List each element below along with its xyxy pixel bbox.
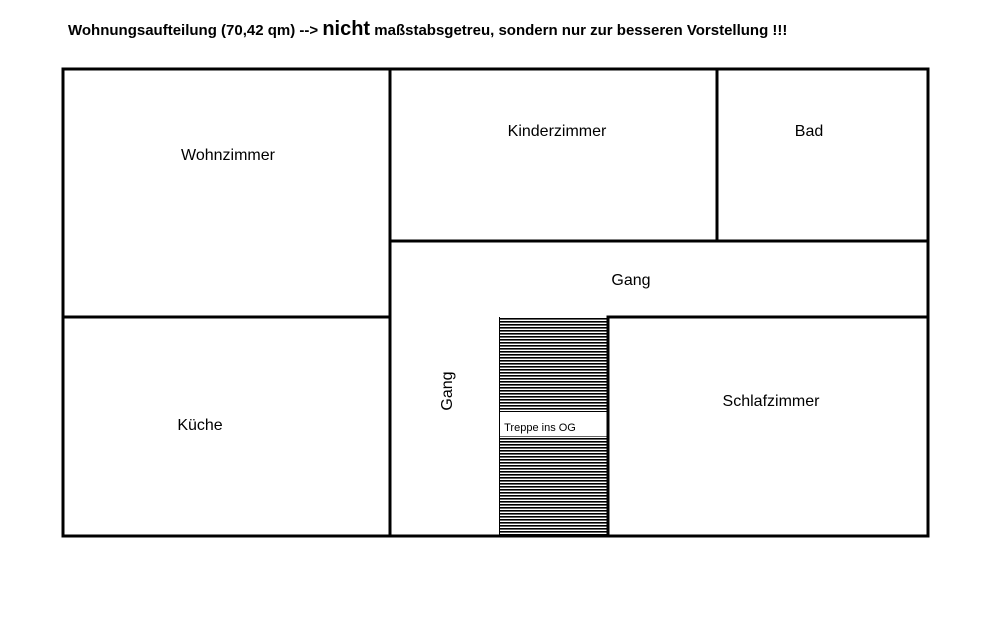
label-bad: Bad — [794, 123, 824, 140]
label-gang-horizontal: Gang — [611, 272, 651, 289]
stair-lower-flight — [499, 436, 607, 536]
title-part-2: maßstabsgetreu, sondern nur zur besseren Vorstellung !!! — [370, 22, 788, 39]
label-schlafzimmer: Schlafzimmer — [722, 393, 820, 410]
stair-upper-flight — [499, 317, 607, 412]
label-kinderzimmer: Kinderzimmer — [507, 123, 607, 140]
title-emphasis: nicht — [322, 18, 371, 40]
label-wohnzimmer: Wohnzimmer — [181, 147, 275, 164]
label-gang-vertical: Gang — [439, 371, 456, 411]
label-kueche: Küche — [177, 417, 223, 434]
label-stairs: Treppe ins OG — [504, 422, 576, 434]
title-part-1: Wohnungsaufteilung (70,42 qm) --> — [68, 22, 323, 39]
